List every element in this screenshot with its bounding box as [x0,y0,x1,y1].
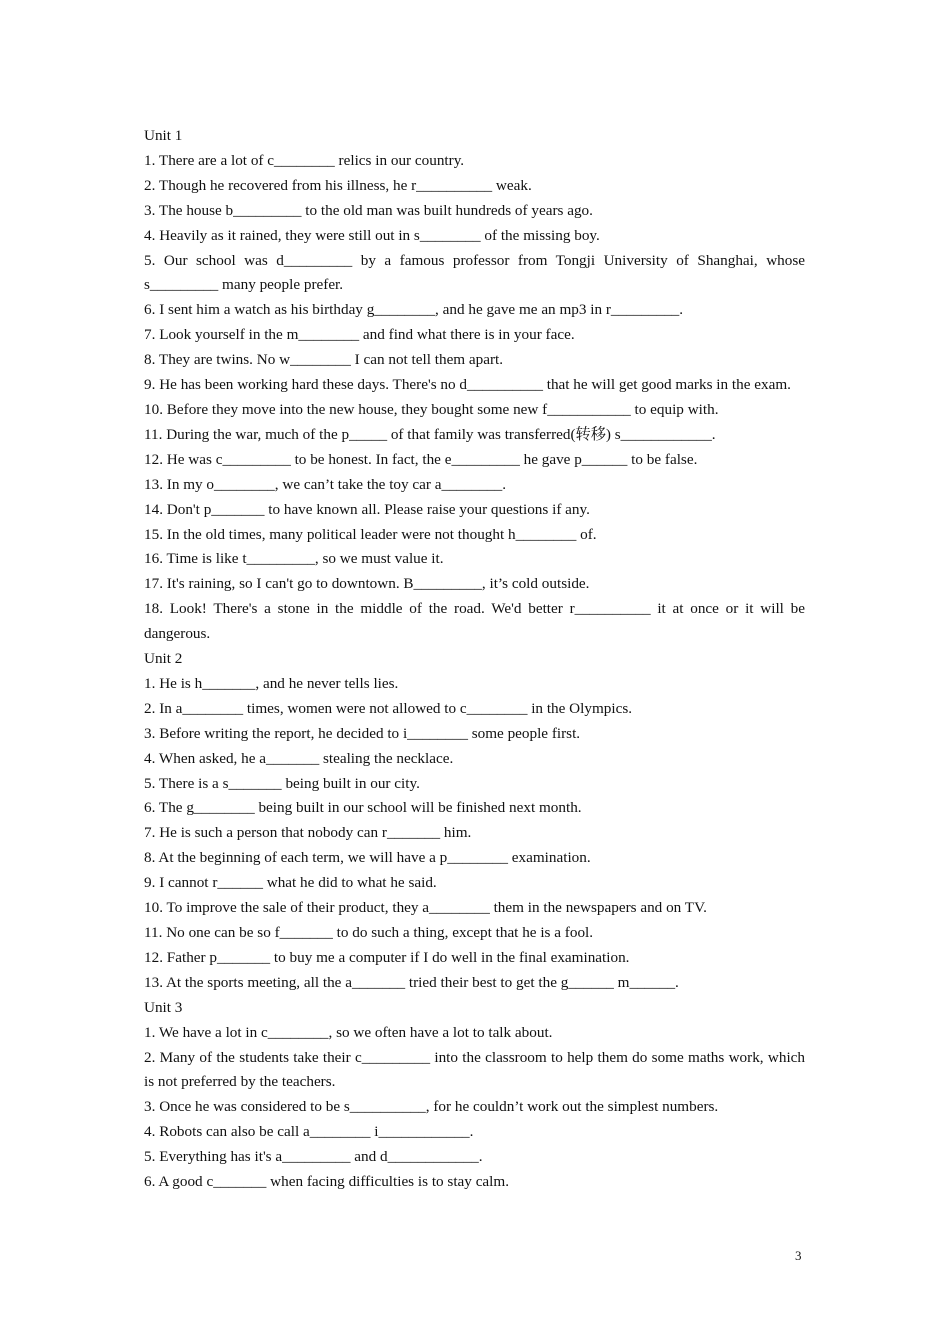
exercise-item: 15. In the old times, many political leader were not thought h________ of. [144,525,597,543]
exercise-item: 18. Look! There's a stone in the middle of the road. We'd better r__________ it at once or it will be dangerous. [144,600,805,643]
exercise-item: 2. Many of the students take their c_________ into the classroom to help them do some maths work, which is not preferred by the teachers. [144,1048,805,1091]
exercise-item: 16. Time is like t_________, so we must value it. [144,550,444,568]
exercise-item: 9. I cannot r______ what he did to what he said. [144,874,437,892]
exercise-item: 14. Don't p_______ to have known all. Please raise your questions if any. [144,500,590,518]
exercise-item: 3. Once he was considered to be s__________, for he couldn’t work out the simplest numbers. [144,1098,719,1116]
exercise-item: 9. He has been working hard these days. There's no d__________ that he will get good marks in the exam. [144,376,791,394]
exercise-item: 6. The g________ being built in our school will be finished next month. [144,799,582,817]
exercise-item: 11. No one can be so f_______ to do such a thing, except that he is a fool. [144,924,594,941]
exercise-body [144,124,805,1195]
exercise-item: 13. At the sports meeting, all the a_______ tried their best to get the g______ m______. [144,973,679,991]
exercise-item: 12. Father p_______ to buy me a computer if I do well in the final examination. [144,948,630,966]
exercise-item: 4. Robots can also be call a________ i____________. [144,1123,474,1141]
exercise-item: 10. To improve the sale of their product, they a________ them in the newspapers and on TV. [144,899,707,917]
exercise-item: 3. The house b_________ to the old man was built hundreds of years ago. [144,201,593,219]
unit-heading: Unit 2 [144,650,183,668]
unit-heading: Unit 3 [144,998,183,1016]
exercise-item: 12. He was c_________ to be honest. In fact, the e_________ he gave p______ to be false. [144,450,698,468]
exercise-item: 2. In a________ times, women were not allowed to c________ in the Olympics. [144,699,633,717]
exercise-item: 5. Everything has it's a_________ and d____________. [144,1148,483,1166]
exercise-item: 8. At the beginning of each term, we will have a p________ examination. [144,849,591,867]
exercise-item: 1. We have a lot in c________, so we often have a lot to talk about. [144,1023,553,1041]
exercise-item: 5. There is a s_______ being built in our city. [144,774,420,792]
exercise-item: 3. Before writing the report, he decided to i________ some people first. [144,724,581,742]
page-number: 3 [795,1248,802,1263]
exercise-item: 10. Before they move into the new house, they bought some new f___________ to equip with. [144,400,719,418]
unit-heading: Unit 1 [144,127,183,144]
exercise-item: 7. He is such a person that nobody can r_______ him. [144,824,472,842]
exercise-item: 6. A good c_______ when facing difficulties is to stay calm. [144,1173,510,1191]
exercise-item: 4. When asked, he a_______ stealing the necklace. [144,749,454,767]
exercise-item: 4. Heavily as it rained, they were still out in s________ of the missing boy. [144,226,600,244]
exercise-item: 1. He is h_______, and he never tells lies. [144,674,399,692]
exercise-item: 8. They are twins. No w________ I can not tell them apart. [144,351,504,369]
exercise-item: 1. There are a lot of c________ relics in our country. [144,151,465,169]
exercise-item: 2. Though he recovered from his illness, he r__________ weak. [144,176,532,194]
exercise-item: 5. Our school was d_________ by a famous professor from Tongji University of Shanghai, whose s_________ many people prefer. [144,251,805,294]
exercise-item: 17. It's raining, so I can't go to downtown. B_________, it’s cold outside. [144,575,590,593]
exercise-item: 13. In my o________, we can’t take the toy car a________. [144,475,507,493]
exercise-item: 7. Look yourself in the m________ and find what there is in your face. [144,326,575,344]
exercise-item: 11. During the war, much of the p_____ of that family was transferred(转移) s____________. [144,425,716,443]
exercise-item: 6. I sent him a watch as his birthday g________, and he gave me an mp3 in r_________. [144,301,684,319]
